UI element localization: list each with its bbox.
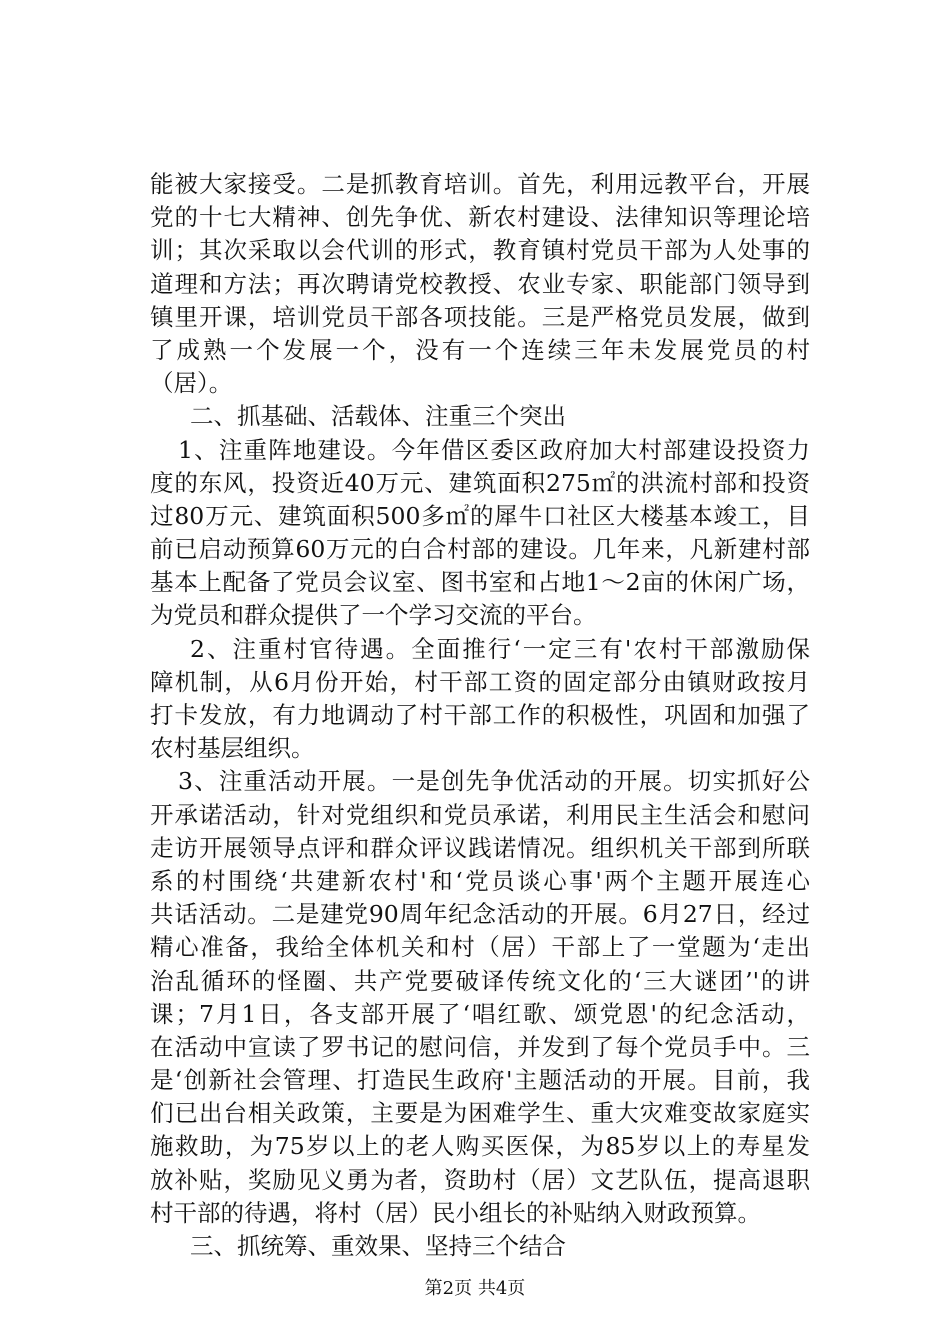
text-line: 障机制，从6月份开始，村干部工资的固定部分由镇财政按月 — [150, 667, 810, 696]
document-body — [150, 168, 810, 1263]
text-line: 度的东风，投资近40万元、建筑面积275㎡的洪流村部和投资 — [150, 468, 810, 497]
text-line: 训；其次采取以会代训的形式，教育镇村党员干部为人处事的 — [150, 236, 810, 265]
text-line: 基本上配备了党员会议室、图书室和占地1～2亩的休闲广场， — [150, 568, 810, 597]
text-line: 三、抓统筹、重效果、坚持三个结合 — [190, 1232, 566, 1260]
text-line: 放补贴，奖励见义勇为者，资助村（居）文艺队伍，提高退职 — [150, 1165, 810, 1194]
text-line: 走访开展领导点评和群众评议践诺情况。组织机关干部到所联 — [150, 833, 810, 862]
text-line: （居）。 — [150, 369, 233, 398]
text-line: 二、抓基础、活载体、注重三个突出 — [190, 402, 566, 431]
text-line: 了成熟一个发展一个，没有一个连续三年未发展党员的村 — [150, 335, 810, 364]
text-line: 农村基层组织。 — [150, 734, 315, 763]
text-line: 系的村围绕‘共建新农村'和‘党员谈心事'两个主题开展连心 — [150, 866, 810, 895]
text-line: 开承诺活动，针对党组织和党员承诺，利用民主生活会和慰问 — [150, 800, 810, 829]
text-line: 在活动中宣读了罗书记的慰问信，并发到了每个党员手中。三 — [150, 1032, 810, 1061]
text-line: 道理和方法；再次聘请党校教授、农业专家、职能部门领导到 — [150, 269, 810, 298]
text-line: 党的十七大精神、创先争优、新农村建设、法律知识等理论培 — [150, 203, 810, 232]
text-line: 为党员和群众提供了一个学习交流的平台。 — [150, 601, 597, 630]
page-number-footer: 第2页 共4页 — [424, 1278, 526, 1299]
text-line: 2、注重村官待遇。全面推行‘一定三有'农村干部激励保 — [190, 634, 810, 663]
text-line: 1、注重阵地建设。今年借区委区政府加大村部建设投资力 — [178, 435, 810, 464]
text-line: 精心准备，我给全体机关和村（居）干部上了一堂题为‘走出 — [150, 933, 810, 962]
text-line: 打卡发放，有力地调动了村干部工作的积极性，巩固和加强了 — [150, 701, 810, 729]
text-line: 们已出台相关政策，主要是为困难学生、重大灾难变故家庭实 — [150, 1099, 810, 1128]
text-line: 治乱循环的怪圈、共产党要破译传统文化的‘三大谜团’'的讲 — [150, 966, 810, 995]
text-line: 是‘创新社会管理、打造民生政府'主题活动的开展。目前，我 — [150, 1066, 810, 1095]
text-line: 能被大家接受。二是抓教育培训。首先，利用远教平台，开展 — [150, 170, 810, 198]
text-line: 3、注重活动开展。一是创先争优活动的开展。切实抓好公 — [178, 767, 810, 796]
text-line: 课；7月1日，各支部开展了‘唱红歌、颂党恩'的纪念活动， — [150, 999, 810, 1028]
text-line: 施救助，为75岁以上的老人购买医保，为85岁以上的寿星发 — [150, 1132, 810, 1161]
text-line: 前已启动预算60万元的白合村部的建设。几年来，凡新建村部 — [150, 535, 810, 564]
text-line: 村干部的待遇，将村（居）民小组长的补贴纳入财政预算。 — [150, 1198, 761, 1227]
text-line: 共话活动。二是建党90周年纪念活动的开展。6月27日，经过 — [150, 900, 810, 929]
text-line: 镇里开课，培训党员干部各项技能。三是严格党员发展，做到 — [150, 302, 810, 331]
text-line: 过80万元、建筑面积500多㎡的犀牛口社区大楼基本竣工，目 — [150, 501, 810, 530]
